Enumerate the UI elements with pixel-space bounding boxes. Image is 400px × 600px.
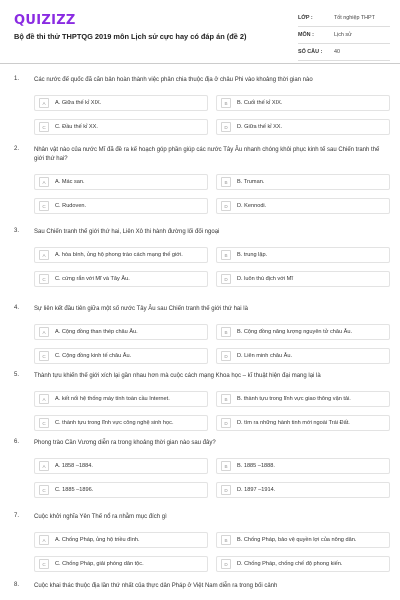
option-text: A. kết nối hệ thống máy tính toàn cầu Internet. [55, 395, 170, 402]
option-letter-badge: A [39, 394, 49, 404]
option-text: B. Chống Pháp, bảo vệ quyền lợi của nông dân. [237, 536, 357, 543]
answer-options [34, 530, 390, 578]
answer-option-box[interactable] [216, 174, 390, 190]
worksheet-header [0, 0, 400, 62]
option-text: B. Cuối thế kỉ XIX. [237, 99, 283, 106]
answer-option-box[interactable] [216, 348, 390, 364]
question-block [0, 513, 390, 578]
option-text: D. 1897 –1914. [237, 486, 276, 493]
option-letter-badge: C [39, 485, 49, 495]
answer-option-box[interactable] [34, 556, 208, 572]
answer-option-d[interactable] [212, 413, 390, 433]
option-letter-badge: D [221, 485, 231, 495]
option-letter-badge: A [39, 250, 49, 260]
answer-option-box[interactable] [34, 247, 208, 263]
answer-option-b[interactable] [212, 245, 390, 265]
answer-options [34, 322, 390, 370]
answer-option-a[interactable] [34, 322, 212, 342]
question-number: 8. [14, 582, 20, 588]
answer-option-box[interactable] [34, 415, 208, 431]
answer-option-box[interactable] [216, 556, 390, 572]
question-block [0, 582, 382, 591]
option-text: A. Chống Pháp, ủng hộ triều đình. [55, 536, 140, 543]
answer-option-box[interactable] [34, 458, 208, 474]
answer-option-box[interactable] [34, 482, 208, 498]
option-text: A. Mác san. [55, 178, 85, 185]
meta-value: Tốt nghiệp THPT [334, 15, 375, 21]
option-letter-badge: C [39, 274, 49, 284]
answer-option-box[interactable] [216, 95, 390, 111]
answer-option-b[interactable] [212, 93, 390, 113]
answer-option-b[interactable] [212, 172, 390, 192]
question-text: Cuộc khởi nghĩa Yên Thế nổ ra nhằm mục đích gì [34, 514, 167, 520]
option-letter-badge: B [221, 177, 231, 187]
option-text: A. 1858 –1884. [55, 462, 93, 469]
answer-options [34, 172, 390, 220]
answer-option-box[interactable] [34, 174, 208, 190]
question-text: Sự liên kết đầu tiên giữa một số nước Tây Âu sau Chiến tranh thế giới thứ hai là [34, 306, 248, 312]
answer-option-d[interactable] [212, 196, 390, 216]
question-number: 1. [14, 76, 20, 82]
answer-option-d[interactable] [212, 346, 390, 366]
option-text: D. Kennodi. [237, 202, 267, 209]
question-block [0, 146, 390, 220]
option-letter-badge: C [39, 418, 49, 428]
answer-option-c[interactable] [34, 480, 212, 500]
option-text: C. thành tựu trong lĩnh vực công nghệ sinh học. [55, 419, 174, 426]
question-number: 4. [14, 305, 20, 311]
answer-option-box[interactable] [34, 348, 208, 364]
question-text: Sau Chiến tranh thế giới thứ hai, Liên Xô thi hành đường lối đối ngoại [34, 229, 220, 235]
option-text: B. thành tựu trong lĩnh vực giao thông vận tải. [237, 395, 351, 402]
question-block [0, 372, 390, 437]
answer-option-box[interactable] [34, 271, 208, 287]
option-letter-badge: D [221, 122, 231, 132]
option-letter-badge: A [39, 535, 49, 545]
option-text: C. Rudoven. [55, 202, 87, 209]
option-letter-badge: A [39, 327, 49, 337]
option-text: C. cứng rắn với Mĩ và Tây Âu. [55, 275, 130, 282]
answer-option-a[interactable] [34, 530, 212, 550]
answer-option-box[interactable] [216, 391, 390, 407]
question-block [0, 305, 390, 370]
answer-option-a[interactable] [34, 389, 212, 409]
option-letter-badge: A [39, 177, 49, 187]
option-text: D. Liên minh châu Âu. [237, 352, 293, 359]
option-letter-badge: C [39, 559, 49, 569]
answer-option-box[interactable] [216, 458, 390, 474]
question-number: 3. [14, 228, 20, 234]
meta-row-count [298, 44, 390, 61]
option-letter-badge: C [39, 122, 49, 132]
option-text: D. Chống Pháp, chống chế độ phong kiến. [237, 560, 343, 567]
answer-option-box[interactable] [216, 324, 390, 340]
answer-option-d[interactable] [212, 480, 390, 500]
option-letter-badge: B [221, 250, 231, 260]
option-text: B. Truman. [237, 178, 265, 185]
answer-option-box[interactable] [216, 415, 390, 431]
question-text: Nhân vật nào của nước Mĩ đã đề ra kế hoạch góp phần giúp các nước Tây Âu nhanh chóng khôi phục kinh tế sau Chiến tranh thế giới thứ hai? [34, 147, 380, 162]
quizizz-logo: QUIZIZZ [14, 13, 76, 28]
question-number: 6. [14, 439, 20, 445]
answer-option-box[interactable] [216, 247, 390, 263]
question-block [0, 228, 390, 293]
answer-option-c[interactable] [34, 117, 212, 137]
answer-option-a[interactable] [34, 245, 212, 265]
answer-option-d[interactable] [212, 554, 390, 574]
question-number: 5. [14, 372, 20, 378]
answer-option-c[interactable] [34, 196, 212, 216]
worksheet-meta [298, 10, 390, 61]
answer-option-box[interactable] [34, 391, 208, 407]
option-text: A. Giữa thế kỉ XIX. [55, 99, 102, 106]
answer-option-c[interactable] [34, 346, 212, 366]
question-text: Phong trào Cần Vương diễn ra trong khoảng thời gian nào sau đây? [34, 440, 216, 446]
question-block [0, 439, 390, 504]
question-text: Cuộc khai thác thuộc địa lần thứ nhất của thực dân Pháp ở Việt Nam diễn ra trong bối cảnh [34, 583, 278, 589]
answer-option-a[interactable] [34, 172, 212, 192]
question-text: Thành tựu khiến thế giới xích lại gần nhau hơn mà cuộc cách mạng Khoa học – kĩ thuật hiện đại mang lại là [34, 373, 321, 379]
option-text: D. Giữa thế kỉ XX. [237, 123, 283, 130]
option-letter-badge: B [221, 461, 231, 471]
answer-options [34, 93, 390, 141]
meta-row-class [298, 10, 390, 27]
answer-option-box[interactable] [34, 198, 208, 214]
meta-label: SỐ CÂU : [298, 49, 323, 55]
option-text: A. Cộng đồng than thép châu Âu. [55, 328, 138, 335]
answer-option-box[interactable] [216, 482, 390, 498]
option-text: B. trung lập. [237, 251, 268, 258]
option-letter-badge: B [221, 327, 231, 337]
option-letter-badge: A [39, 461, 49, 471]
answer-option-box[interactable] [216, 532, 390, 548]
option-letter-badge: D [221, 418, 231, 428]
option-text: D. tìm ra những hành tinh mới ngoài Trái Đất. [237, 419, 350, 426]
option-text: C. Đầu thế kỉ XX. [55, 123, 98, 130]
answer-option-box[interactable] [216, 271, 390, 287]
answer-option-box[interactable] [34, 324, 208, 340]
meta-row-subject [298, 27, 390, 44]
option-letter-badge: D [221, 201, 231, 211]
option-text: C. Chống Pháp, giải phóng dân tộc. [55, 560, 144, 567]
option-letter-badge: D [221, 559, 231, 569]
option-text: C. 1885 –1896. [55, 486, 94, 493]
worksheet-title: Bộ đề thi thử THPTQG 2019 môn Lịch sử cực hay có đáp án (đề 2) [14, 32, 247, 41]
header-divider [0, 63, 400, 64]
option-letter-badge: A [39, 98, 49, 108]
answer-option-box[interactable] [34, 119, 208, 135]
answer-options [34, 245, 390, 293]
answer-option-box[interactable] [34, 95, 208, 111]
meta-label: MÔN : [298, 32, 314, 38]
answer-option-b[interactable] [212, 389, 390, 409]
meta-label: LỚP : [298, 15, 313, 21]
answer-option-box[interactable] [34, 532, 208, 548]
option-letter-badge: B [221, 394, 231, 404]
option-letter-badge: C [39, 351, 49, 361]
option-text: D. luôn thù địch với Mĩ [237, 275, 293, 282]
answer-options [34, 389, 390, 437]
answer-option-b[interactable] [212, 322, 390, 342]
answer-option-b[interactable] [212, 530, 390, 550]
option-text: C. Cộng đồng kinh tế châu Âu. [55, 352, 132, 359]
meta-value: Lịch sử [334, 32, 352, 38]
option-letter-badge: C [39, 201, 49, 211]
answer-option-d[interactable] [212, 117, 390, 137]
option-letter-badge: B [221, 98, 231, 108]
meta-value: 40 [334, 49, 340, 55]
answer-option-box[interactable] [216, 119, 390, 135]
answer-option-c[interactable] [34, 413, 212, 433]
answer-option-a[interactable] [34, 93, 212, 113]
answer-option-a[interactable] [34, 456, 212, 476]
question-number: 2. [14, 146, 20, 152]
option-text: B. 1885 –1888. [237, 462, 275, 469]
option-text: A. hòa bình, ủng hộ phong trào cách mạng thế giới. [55, 251, 183, 258]
question-block [0, 76, 390, 141]
answer-option-box[interactable] [216, 198, 390, 214]
answer-option-c[interactable] [34, 269, 212, 289]
option-letter-badge: D [221, 274, 231, 284]
option-letter-badge: D [221, 351, 231, 361]
question-text: Các nước đế quốc đã căn bản hoàn thành việc phân chia thuộc địa ở châu Phi vào khoảng thời gian nào [34, 77, 313, 83]
question-number: 7. [14, 513, 20, 519]
answer-option-b[interactable] [212, 456, 390, 476]
option-text: B. Cộng đồng năng lượng nguyên tử châu Âu. [237, 328, 353, 335]
option-letter-badge: B [221, 535, 231, 545]
answer-options [34, 456, 390, 504]
answer-option-c[interactable] [34, 554, 212, 574]
answer-option-d[interactable] [212, 269, 390, 289]
